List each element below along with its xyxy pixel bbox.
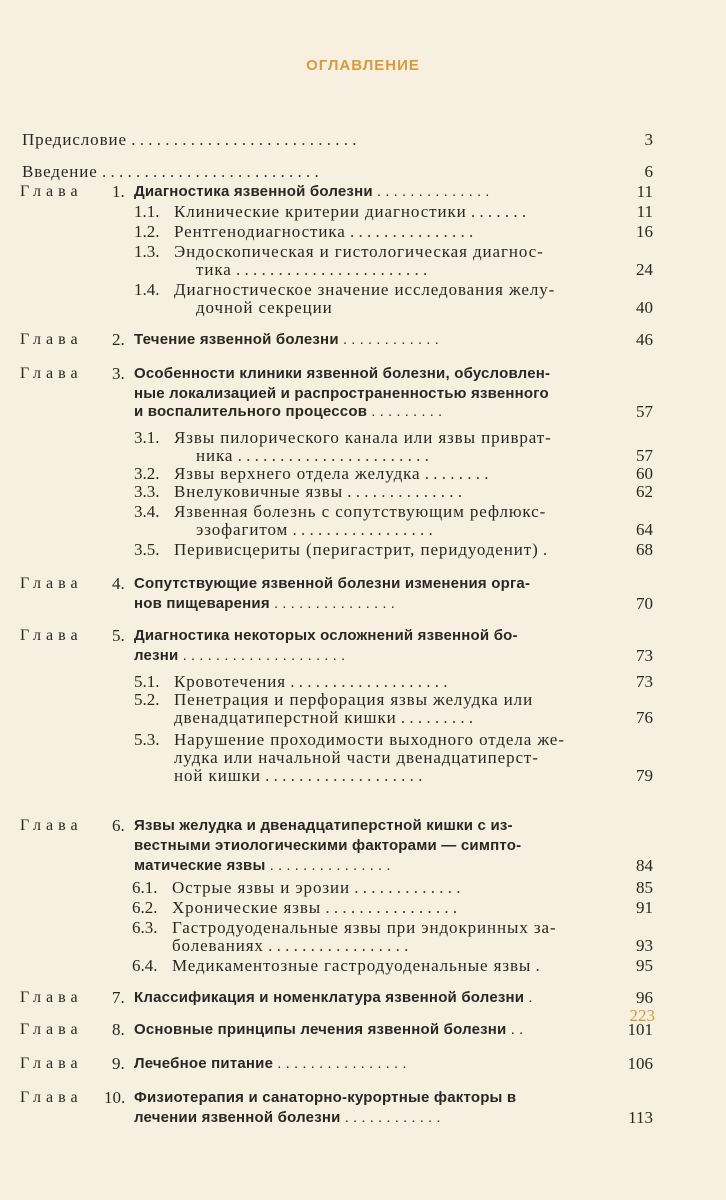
chapter-number: 1. bbox=[112, 182, 125, 201]
chapter-label: Глава bbox=[20, 1055, 83, 1072]
chapter-label: Глава bbox=[20, 331, 83, 348]
page-number: 85 bbox=[636, 878, 653, 897]
page-title: ОГЛАВЛЕНИЕ bbox=[306, 57, 420, 74]
page-number: 70 bbox=[636, 594, 653, 613]
entry-text: Введение bbox=[22, 162, 98, 181]
chapter-label: Глава bbox=[20, 365, 83, 382]
entry-text: Хронические язвы bbox=[172, 898, 322, 917]
toc-entry-chapter-1: Диагностика язвенной болезни . . . . . . . . . . . . . . bbox=[134, 183, 490, 200]
page-number: 57 bbox=[636, 446, 653, 465]
toc-entry-1-1: Клинические критерии диагностики . . . . . . . bbox=[174, 202, 527, 221]
toc-entry-1-3-cont: тика . . . . . . . . . . . . . . . . . . . . . . . bbox=[196, 260, 428, 279]
chapter-number: 6. bbox=[112, 816, 125, 835]
toc-entry-chapter-9: Лечебное питание . . . . . . . . . . . . . . . . bbox=[134, 1055, 407, 1072]
toc-entry-chapter-6-cont: вестными этиологическими факторами — симпто- bbox=[134, 837, 522, 854]
section-number: 1.4. bbox=[134, 280, 160, 299]
entry-text: ной кишки bbox=[174, 766, 261, 785]
entry-text: матические язвы bbox=[134, 857, 266, 874]
toc-entry-6-3-cont: болеваниях . . . . . . . . . . . . . . . . . bbox=[172, 936, 409, 955]
chapter-number: 10. bbox=[104, 1088, 126, 1107]
page-number: 6 bbox=[644, 162, 653, 181]
toc-entry-chapter-4-cont: нов пищеварения . . . . . . . . . . . . . . . bbox=[134, 595, 395, 612]
section-number: 6.2. bbox=[132, 898, 158, 917]
toc-entry-chapter-4: Сопутствующие язвенной болезни изменения орга- bbox=[134, 575, 531, 592]
entry-text: Лечебное питание bbox=[134, 1055, 274, 1072]
entry-text: Классификация и номенклатура язвенной болезни bbox=[134, 989, 525, 1006]
entry-text: Перивисцериты (перигастрит, перидуоденит) bbox=[174, 540, 539, 559]
entry-text: Язвы верхнего отдела желудка bbox=[174, 464, 421, 483]
toc-entry-chapter-8: Основные принципы лечения язвенной болезни . . bbox=[134, 1021, 524, 1038]
page-number: 73 bbox=[636, 672, 653, 691]
entry-text: нов пищеварения bbox=[134, 595, 270, 612]
toc-entry-3-1-cont: ника . . . . . . . . . . . . . . . . . . . . . . . bbox=[196, 446, 429, 465]
chapter-number: 5. bbox=[112, 626, 125, 645]
page-number: 113 bbox=[628, 1108, 653, 1127]
page-number: 68 bbox=[636, 540, 653, 559]
section-number: 5.1. bbox=[134, 672, 160, 691]
page-number: 101 bbox=[627, 1020, 653, 1039]
toc-entry-chapter-5-cont: лезни . . . . . . . . . . . . . . . . . . . . bbox=[134, 647, 346, 664]
entry-text: Клинические критерии диагностики bbox=[174, 202, 467, 221]
entry-text: лечении язвенной болезни bbox=[134, 1109, 341, 1126]
entry-text: Рентгенодиагностика bbox=[174, 222, 346, 241]
page-number: 60 bbox=[636, 464, 653, 483]
toc-entry-chapter-3-cont: ные локализацией и распространенностью язвенного bbox=[134, 385, 549, 402]
page-number: 76 bbox=[636, 708, 653, 727]
toc-entry-chapter-10-cont: лечении язвенной болезни . . . . . . . . . . . . bbox=[134, 1109, 441, 1126]
page-number: 95 bbox=[636, 956, 653, 975]
toc-entry-5-2: Пенетрация и перфорация язвы желудка или bbox=[174, 690, 534, 709]
entry-text: лезни bbox=[134, 647, 179, 664]
toc-entry-chapter-3: Особенности клиники язвенной болезни, обусловлен- bbox=[134, 365, 551, 382]
toc-entry-3-4: Язвенная болезнь с сопутствующим рефлюкс- bbox=[174, 502, 547, 521]
page-number: 62 bbox=[636, 482, 653, 501]
toc-entry-6-2: Хронические язвы . . . . . . . . . . . . . . . . bbox=[172, 898, 458, 917]
entry-text: тика bbox=[196, 260, 232, 279]
chapter-number: 7. bbox=[112, 988, 125, 1007]
chapter-number: 2. bbox=[112, 330, 125, 349]
chapter-label: Глава bbox=[20, 817, 83, 834]
page-number: 16 bbox=[636, 222, 653, 241]
chapter-number: 3. bbox=[112, 364, 125, 383]
toc-entry-6-4: Медикаментозные гастродуоденальные язвы . bbox=[172, 956, 540, 975]
page-number: 24 bbox=[636, 260, 653, 279]
section-number: 3.1. bbox=[134, 428, 160, 447]
entry-text: Внелуковичные язвы bbox=[174, 482, 344, 501]
page-number: 106 bbox=[627, 1054, 653, 1073]
chapter-number: 8. bbox=[112, 1020, 125, 1039]
toc-entry-3-5: Перивисцериты (перигастрит, перидуоденит) . bbox=[174, 540, 548, 559]
page-number: 57 bbox=[636, 402, 653, 421]
section-number: 3.5. bbox=[134, 540, 160, 559]
toc-entry-chapter-6-end: матические язвы . . . . . . . . . . . . . . . bbox=[134, 857, 391, 874]
section-number: 6.1. bbox=[132, 878, 158, 897]
section-number: 1.3. bbox=[134, 242, 160, 261]
toc-entry-chapter-5: Диагностика некоторых осложнений язвенной бо- bbox=[134, 627, 518, 644]
section-number: 5.3. bbox=[134, 730, 160, 749]
section-number: 6.3. bbox=[132, 918, 158, 937]
page-number: 64 bbox=[636, 520, 653, 539]
page-number: 84 bbox=[636, 856, 653, 875]
toc-entry-chapter-3-end: и воспалительного процессов . . . . . . . . . bbox=[134, 403, 443, 420]
folio-page-number: 223 bbox=[629, 1006, 655, 1025]
entry-text: Кровотечения bbox=[174, 672, 286, 691]
toc-entry-3-4-cont: эзофагитом . . . . . . . . . . . . . . . . . bbox=[196, 520, 433, 539]
entry-text: Диагностика язвенной болезни bbox=[134, 183, 373, 200]
toc-entry-6-3: Гастродуоденальные язвы при эндокринных за- bbox=[172, 918, 557, 937]
entry-text: и воспалительного процессов bbox=[134, 403, 368, 420]
chapter-label: Глава bbox=[20, 183, 83, 200]
chapter-label: Глава bbox=[20, 1021, 83, 1038]
section-number: 6.4. bbox=[132, 956, 158, 975]
toc-entry-1-3: Эндоскопическая и гистологическая диагнос- bbox=[174, 242, 544, 261]
toc-entry-5-3-cont: лудка или начальной части двенадцатиперст- bbox=[174, 748, 539, 767]
page-number: 91 bbox=[636, 898, 653, 917]
section-number: 1.1. bbox=[134, 202, 160, 221]
chapter-label: Глава bbox=[20, 989, 83, 1006]
toc-entry-6-1: Острые язвы и эрозии . . . . . . . . . . . . . bbox=[172, 878, 461, 897]
page-number: 73 bbox=[636, 646, 653, 665]
page-number: 79 bbox=[636, 766, 653, 785]
chapter-label: Глава bbox=[20, 575, 83, 592]
toc-entry-5-3-end: ной кишки . . . . . . . . . . . . . . . . . . . bbox=[174, 766, 423, 785]
section-number: 3.3. bbox=[134, 482, 160, 501]
chapter-number: 9. bbox=[112, 1054, 125, 1073]
toc-entry-chapter-10: Физиотерапия и санаторно-курортные факторы в bbox=[134, 1089, 517, 1106]
entry-text: Течение язвенной болезни bbox=[134, 331, 339, 348]
entry-text: Острые язвы и эрозии bbox=[172, 878, 350, 897]
toc-entry-intro: Введение . . . . . . . . . . . . . . . . . . . . . . . . . . bbox=[22, 162, 319, 181]
section-number: 5.2. bbox=[134, 690, 160, 709]
toc-entry-1-4-cont: дочной секреции bbox=[196, 298, 333, 317]
page-number: 96 bbox=[636, 988, 653, 1007]
page-number: 46 bbox=[636, 330, 653, 349]
toc-entry-3-3: Внелуковичные язвы . . . . . . . . . . . . . . bbox=[174, 482, 463, 501]
toc-entry-5-2-cont: двенадцатиперстной кишки . . . . . . . . . bbox=[174, 708, 474, 727]
entry-text: Предисловие bbox=[22, 130, 127, 149]
toc-entry-5-1: Кровотечения . . . . . . . . . . . . . . . . . . . bbox=[174, 672, 448, 691]
entry-text: Медикаментозные гастродуоденальные язвы bbox=[172, 956, 532, 975]
section-number: 3.4. bbox=[134, 502, 160, 521]
toc-entry-3-2: Язвы верхнего отдела желудка . . . . . . . . bbox=[174, 464, 489, 483]
chapter-number: 4. bbox=[112, 574, 125, 593]
section-number: 1.2. bbox=[134, 222, 160, 241]
toc-entry-1-2: Рентгенодиагностика . . . . . . . . . . . . . . . bbox=[174, 222, 474, 241]
toc-entry-chapter-2: Течение язвенной болезни . . . . . . . . . . . . bbox=[134, 331, 439, 348]
entry-text: болеваниях bbox=[172, 936, 264, 955]
page-number: 3 bbox=[644, 130, 653, 149]
page-number: 11 bbox=[636, 202, 653, 221]
page-number: 40 bbox=[636, 298, 653, 317]
toc-entry-chapter-6: Язвы желудка и двенадцатиперстной кишки с из- bbox=[134, 817, 513, 834]
toc-entry-preface: Предисловие . . . . . . . . . . . . . . . . . . . . . . . . . . . bbox=[22, 130, 357, 149]
chapter-label: Глава bbox=[20, 1089, 83, 1106]
page-number: 11 bbox=[636, 182, 653, 201]
section-number: 3.2. bbox=[134, 464, 160, 483]
toc-entry-1-4: Диагностическое значение исследования желу- bbox=[174, 280, 556, 299]
toc-entry-5-3: Нарушение проходимости выходного отдела же- bbox=[174, 730, 565, 749]
toc-entry-3-1: Язвы пилорического канала или язвы приврат- bbox=[174, 428, 552, 447]
entry-text: эзофагитом bbox=[196, 520, 289, 539]
entry-text: ника bbox=[196, 446, 234, 465]
entry-text: двенадцатиперстной кишки bbox=[174, 708, 397, 727]
page-number: 93 bbox=[636, 936, 653, 955]
entry-text: Основные принципы лечения язвенной болезни bbox=[134, 1021, 507, 1038]
toc-entry-chapter-7: Классификация и номенклатура язвенной болезни . bbox=[134, 989, 533, 1006]
chapter-label: Глава bbox=[20, 627, 83, 644]
